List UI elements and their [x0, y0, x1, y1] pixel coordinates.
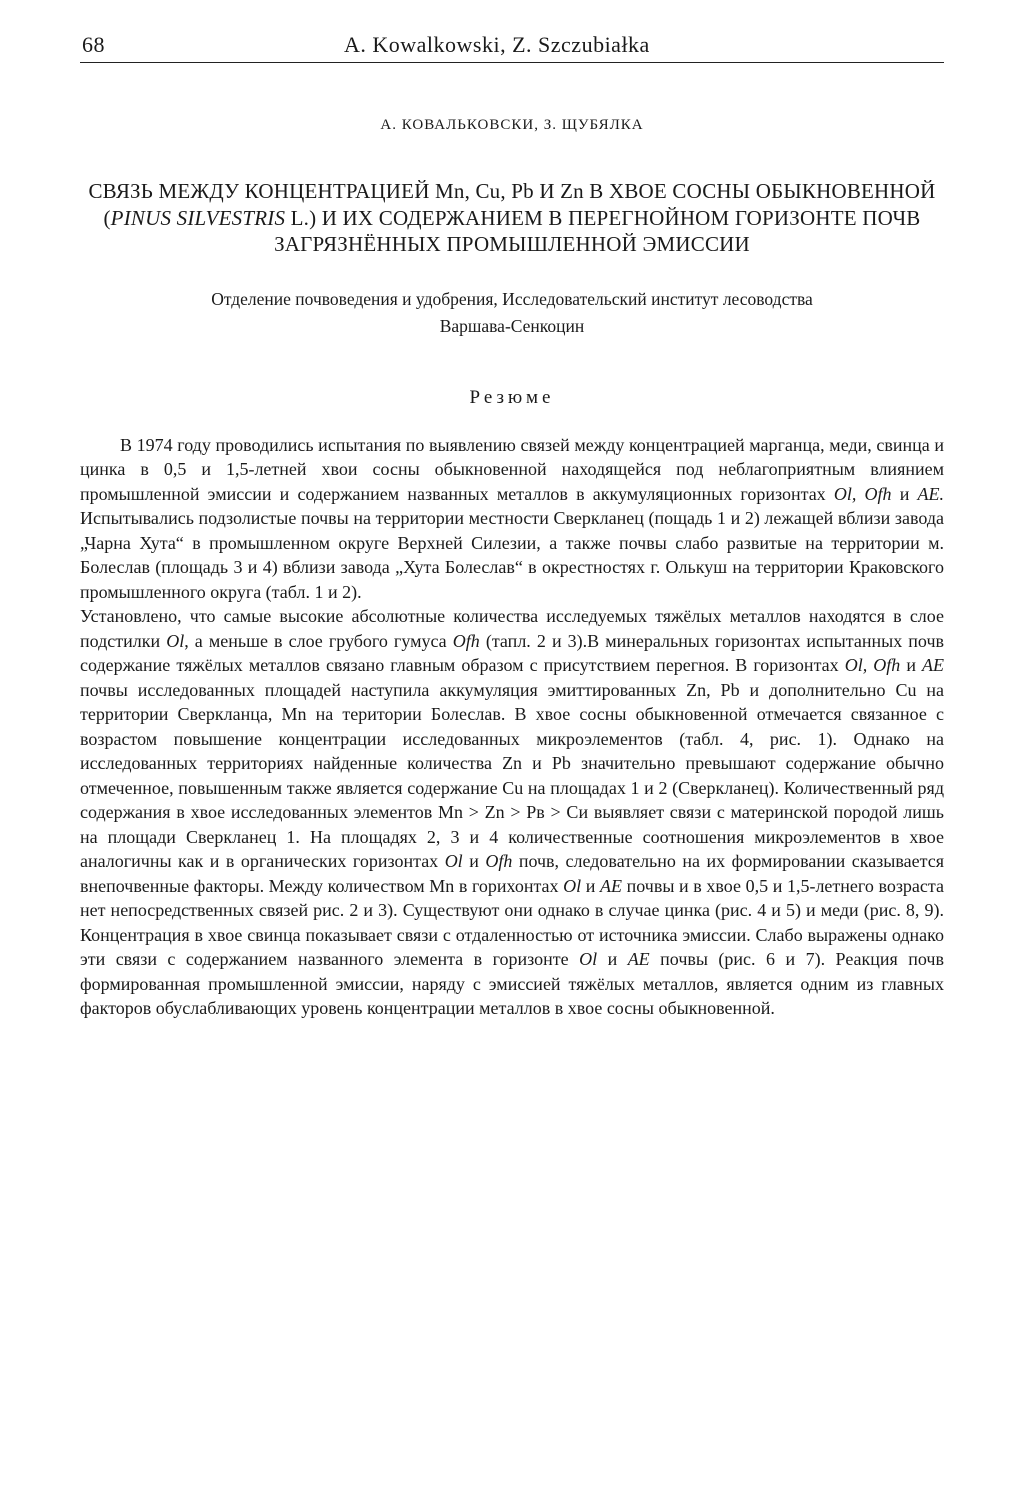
running-header [80, 28, 944, 63]
horizon-term: Ofh [485, 851, 513, 871]
text-segment: и [462, 851, 486, 871]
resume-heading: Резюме [469, 386, 555, 408]
horizon-term: Ol, Ofh [833, 483, 892, 504]
horizon-term: Ol [444, 851, 463, 871]
text-segment: почвы (рис. 6 и 7). Реакция почв формированная промышленной эмиссии, наряду с эмиссией тяжёлых металлов, является одним из главных факторов обуслабливающих уровень концентрации металлов в хвое сосны обыкновенной. [80, 949, 944, 1018]
horizon-term: AE [600, 875, 623, 896]
text-segment: почвы исследованных площадей наступила аккумуляция эмиттированных Zn, Pb и дополнительно Cu на территории Сверкланца, Mn на територии Болеслав. В хвое сосны обыкновенной отмечается связанное с возрастом повышение концентрации исследованных микроэлементов (табл. 4, рис. 1). Однако на исследованных территориях найденные количества Zn и Pb значительно превышают содержание обычно отмеченное, повышенным также является содержание Cu на площадах 1 и 2 (Сверкланец). Количественный ряд содержания в хвое исследованных элементов Mn > Zn > Рв > Си выявляет связи с материнской породой лишь на площади Сверкланец 1. На площадях 2, 3 и 4 количественные соотношения микроэлементов в хвое аналогичны как и в органических горизонтах [80, 679, 944, 871]
horizon-term: AE [922, 655, 945, 675]
horizon-term: Ol [563, 875, 582, 896]
text-segment: и [581, 875, 601, 896]
text-segment: почв, следовательно на их формировании сказывается внепочвенные факторы. Между количеством Mn в горихонтах [80, 851, 944, 896]
text-segment: Испытывались подзолистые почвы на территории местности Сверкланец (пощадь 1 и 2) лежащей вблизи завода „Чарна Хута“ в промышленном округе Верхней Силезии, а также почвы слабо развитые на территории м. Болеслав (площадь 3 и 4) вблизи завода „Хута Болеслав“ в окрестностях г. Олькуш на территории Краковского промышленного округа (табл. 1 и 2). [80, 508, 944, 602]
affiliation-line-1: Отделение почвоведения и удобрения, Исследовательский институт лесоводства [211, 288, 813, 309]
text-segment: почвы и в хвое 0,5 и 1,5-летнего возраста нет непосредственных связей рис. 2 и 3). Существуют они однако в случае цинка (рис. 4 и 5) и меди (рис. 8, 9). Концентрация в хвое свинца показывает связи с отдаленностью от источника эмиссии. Слабо выражены однако эти связи с содержанием названного элемента в горизонте [80, 875, 944, 969]
horizon-term: Ofh [452, 630, 480, 651]
horizon-term: Ol, Ofh [844, 655, 901, 675]
text-segment: Установлено, что самые высокие абсолютные количества исследуемых тяжёлых металлов находятся в слое подстилки [80, 606, 944, 651]
text-segment: и [597, 949, 628, 969]
page [80, 28, 944, 1021]
title-part-1: СВЯЗЬ МЕЖДУ КОНЦЕНТРАЦИЕЙ Mn, Cu, Pb И Zn В ХВОЕ СОСНЫ ОБЫКНОВЕННОЙ ( [88, 179, 936, 230]
affiliation-line-2: Варшава-Сенкоцин [439, 315, 585, 336]
text-segment: и [891, 483, 918, 504]
text-segment: В 1974 году проводились испытания по выявлению связей между концентрацией марганца, меди, свинца и цинка в 0,5 и 1,5-летней хвои сосны обыкновенной находящейся под неблагоприятным влиянием промышленной эмиссии и содержанием названных металлов в аккумуляционных горизонтах [80, 434, 944, 504]
text-segment: (тапл. 2 и 3).В минеральных горизонтах испытанных почв содержание тяжёлых металлов связано главным образом с присутствием перегноя. В горизонтах [80, 630, 944, 675]
text-segment: , а меньше в слое грубого гумуса [184, 630, 453, 651]
summary-paragraph-1 [80, 433, 944, 605]
text-segment: и [900, 655, 923, 675]
summary-paragraph-2 [80, 604, 944, 1021]
article-authors: А. КОВАЛЬКОВСКИ, З. ЩУБЯЛКА [380, 117, 644, 133]
title-species-name: PINUS SILVESTRIS [110, 205, 286, 230]
running-authors: A. Kowalkowski, Z. Szczubiałka [344, 32, 650, 57]
affiliation [80, 286, 944, 340]
horizon-term: Ol [579, 949, 598, 969]
page-number: 68 [82, 32, 105, 57]
title-part-2: L.) И ИХ СОДЕРЖАНИЕМ В ПЕРЕГНОЙНОМ ГОРИЗОНТЕ ПОЧВ ЗАГРЯЗНЁННЫХ ПРОМЫШЛЕННОЙ ЭМИССИИ [274, 205, 921, 256]
horizon-term: AE. [917, 483, 944, 504]
horizon-term: AE [627, 949, 650, 969]
article-title [80, 178, 944, 258]
horizon-term: Ol [166, 630, 185, 651]
